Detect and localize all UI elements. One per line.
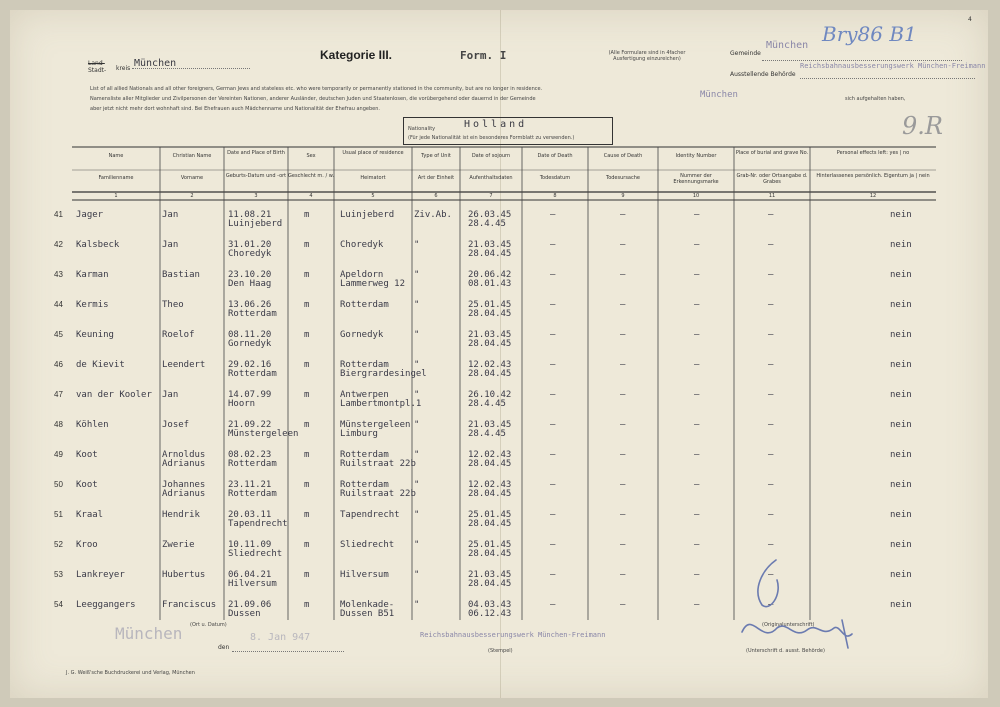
footer-signature-label: (Unterschrift d. ausst. Behörde) xyxy=(746,648,825,654)
cell-unit: " xyxy=(414,540,420,550)
behoerde-value: Reichsbahnausbesserungswerk München-Freimann xyxy=(800,62,986,70)
cell-burial-place: – xyxy=(768,450,774,460)
intro-english: List of all allied Nationals and all other foreigners, German Jews and stateless etc. who were temporarily or permanently stationed in the community, but are no longer in residence. xyxy=(90,86,543,92)
cell-unit: " xyxy=(414,570,420,580)
cell-effects: nein xyxy=(890,270,912,280)
cell-birth-date: 08.02.23 xyxy=(228,450,272,460)
cell-sojourn-to: 28.04.45 xyxy=(468,339,512,349)
form-number: Form. I xyxy=(460,49,507,62)
cell-sojourn-from: 21.03.45 xyxy=(468,330,512,340)
cell-unit: " xyxy=(414,420,420,430)
cell-burial-place: – xyxy=(768,540,774,550)
col-header-sex: Sex xyxy=(306,153,316,159)
col-number-7: 7 xyxy=(489,193,493,199)
cell-death-cause: – xyxy=(620,540,626,550)
cell-death-date: – xyxy=(550,420,556,430)
cell-effects: nein xyxy=(890,360,912,370)
cell-identity-number: – xyxy=(694,570,700,580)
cell-death-cause: – xyxy=(620,270,626,280)
cell-death-date: – xyxy=(550,210,556,220)
col-header-grab: Grab-Nr. oder Ortsangabe d. Grabes xyxy=(736,173,808,185)
cell-identity-number: – xyxy=(694,480,700,490)
kreis-value: München xyxy=(134,58,177,69)
cell-birth-place: Hilversum xyxy=(228,579,277,589)
col-number-12: 12 xyxy=(869,193,877,199)
row-number: 50 xyxy=(54,480,63,489)
cell-identity-number: – xyxy=(694,360,700,370)
cell-effects: nein xyxy=(890,300,912,310)
cell-residence: Münstergeleen xyxy=(340,420,411,430)
col-header-todesdatum: Todesdatum xyxy=(539,175,571,181)
col-header-unit: Type of Unit xyxy=(421,153,451,159)
cell-sex: m xyxy=(304,300,310,310)
cell-unit: " xyxy=(414,390,420,400)
cell-effects: nein xyxy=(890,480,912,490)
col-header-name: Name xyxy=(108,153,124,159)
col-number-10: 10 xyxy=(692,193,700,199)
cell-unit: " xyxy=(414,360,420,370)
cell-residence-2: Limburg xyxy=(340,429,378,439)
cell-effects: nein xyxy=(890,210,912,220)
cell-surname: Lankreyer xyxy=(76,570,125,580)
cell-effects: nein xyxy=(890,540,912,550)
cell-sex: m xyxy=(304,540,310,550)
cell-sex: m xyxy=(304,480,310,490)
cell-first-name: Theo xyxy=(162,300,184,310)
cell-identity-number: – xyxy=(694,240,700,250)
row-number: 44 xyxy=(54,300,63,309)
cell-residence: Choredyk xyxy=(340,240,384,250)
behoerde-label: Ausstellende Behörde xyxy=(730,71,796,78)
cell-sojourn-to: 28.04.45 xyxy=(468,489,512,499)
cell-identity-number: – xyxy=(694,210,700,220)
cell-death-cause: – xyxy=(620,420,626,430)
cell-birth-place: Rotterdam xyxy=(228,489,277,499)
cell-birth-place: Münstergeleen xyxy=(228,429,299,439)
col-number-6: 6 xyxy=(434,193,438,199)
cell-first-name: Roelof xyxy=(162,330,195,340)
cell-birth-date: 10.11.09 xyxy=(228,540,272,550)
cell-death-date: – xyxy=(550,240,556,250)
cell-death-cause: – xyxy=(620,450,626,460)
cell-sojourn-to: 28.04.45 xyxy=(468,459,512,469)
footer-date-stamp: 8. Jan 947 xyxy=(250,632,311,643)
cell-first-name-2: Adrianus xyxy=(162,459,206,469)
intro-german-1: Namensliste aller Mitglieder und Zivilpersonen der Vereinten Nationen, anderer Ausländer, deutschen Juden und Staatenlosen, die vorübergehend oder dauernd in der Gemeinde xyxy=(90,96,536,102)
cell-sojourn-to: 06.12.43 xyxy=(468,609,512,619)
cell-sojourn-from: 25.01.45 xyxy=(468,300,512,310)
row-number: 41 xyxy=(54,210,63,219)
cell-first-name: Jan xyxy=(162,210,179,220)
cell-burial-place: – xyxy=(768,480,774,490)
cell-burial-place: – xyxy=(768,420,774,430)
cell-death-date: – xyxy=(550,510,556,520)
row-number: 45 xyxy=(54,330,63,339)
col-header-christian-name: Christian Name xyxy=(172,153,212,159)
cell-unit: " xyxy=(414,330,420,340)
cell-sojourn-to: 28.4.45 xyxy=(468,399,506,409)
cell-sojourn-from: 04.03.43 xyxy=(468,600,512,610)
cell-effects: nein xyxy=(890,390,912,400)
cell-birth-date: 06.04.21 xyxy=(228,570,272,580)
cell-sojourn-from: 25.01.45 xyxy=(468,540,512,550)
cell-sojourn-from: 12.02.43 xyxy=(468,360,512,370)
cell-death-cause: – xyxy=(620,210,626,220)
cell-residence-2: Lambertmontpl.1 xyxy=(340,399,422,409)
cell-birth-date: 31.01.20 xyxy=(228,240,272,250)
cell-burial-place: – xyxy=(768,390,774,400)
cell-death-date: – xyxy=(550,480,556,490)
cell-sojourn-from: 12.02.43 xyxy=(468,450,512,460)
cell-sex: m xyxy=(304,360,310,370)
col-number-4: 4 xyxy=(309,193,313,199)
cell-birth-date: 20.03.11 xyxy=(228,510,272,520)
cell-surname: Köhlen xyxy=(76,420,109,430)
cell-first-name: Arnoldus xyxy=(162,450,206,460)
cell-birth-date: 08.11.20 xyxy=(228,330,272,340)
form-note: (Alle Formulare sind in 4facher Ausfertigung einzureichen) xyxy=(608,50,686,62)
nationality-note: (Für jede Nationalität ist ein besonderes Formblatt zu verwenden.) xyxy=(408,135,575,141)
cell-unit: " xyxy=(414,450,420,460)
cell-birth-place: Gornedyk xyxy=(228,339,272,349)
col-number-2: 2 xyxy=(190,193,194,199)
col-header-birth: Date and Place of Birth xyxy=(227,150,285,156)
cell-burial-place: – xyxy=(768,330,774,340)
cell-surname: Leeggangers xyxy=(76,600,136,610)
cell-surname: Keuning xyxy=(76,330,114,340)
cell-death-date: – xyxy=(550,330,556,340)
row-number: 47 xyxy=(54,390,63,399)
cell-residence-2: Biergrardesingel xyxy=(340,369,427,379)
footer-den: den xyxy=(218,644,230,651)
cell-burial-place: – xyxy=(768,270,774,280)
cell-identity-number: – xyxy=(694,540,700,550)
cell-death-date: – xyxy=(550,360,556,370)
cell-birth-place: Hoorn xyxy=(228,399,256,409)
cell-death-cause: – xyxy=(620,330,626,340)
footer-office-stamp: Reichsbahnausbesserungswerk München-Freimann xyxy=(420,631,606,639)
intro-gemeinde-value: München xyxy=(700,90,738,100)
cell-birth-place: Rotterdam xyxy=(228,369,277,379)
col-header-name-de: Familienname xyxy=(98,175,134,181)
col-number-3: 3 xyxy=(254,193,258,199)
cell-birth-date: 23.10.20 xyxy=(228,270,272,280)
cell-sojourn-from: 21.03.45 xyxy=(468,240,512,250)
kreis-suffix: kreis xyxy=(116,65,131,72)
handwritten-side-note: 9.R xyxy=(902,112,943,140)
cell-residence: Luinjeberd xyxy=(340,210,395,220)
cell-sojourn-to: 28.4.45 xyxy=(468,429,506,439)
cell-death-cause: – xyxy=(620,480,626,490)
col-header-aufenthalt: Aufenthaltsdaten xyxy=(469,175,513,181)
footer-place-stamp: München xyxy=(115,624,183,643)
row-number: 54 xyxy=(54,600,63,609)
cell-unit: " xyxy=(414,270,420,280)
col-header-death-cause: Cause of Death xyxy=(603,153,643,159)
cell-effects: nein xyxy=(890,450,912,460)
cell-surname: Koot xyxy=(76,480,98,490)
col-header-sojourn: Date of sojourn xyxy=(471,153,511,159)
cell-surname: Kroo xyxy=(76,540,98,550)
cell-effects: nein xyxy=(890,240,912,250)
category-title: Kategorie III. xyxy=(320,48,393,62)
cell-sex: m xyxy=(304,420,310,430)
footer-printer: J. G. Weiß'sche Buchdruckerei und Verlag, München xyxy=(66,670,195,676)
cell-identity-number: – xyxy=(694,300,700,310)
col-header-todesursache: Todesursache xyxy=(605,175,640,181)
cell-first-name: Franciscus xyxy=(162,600,217,610)
cell-death-cause: – xyxy=(620,360,626,370)
col-number-9: 9 xyxy=(621,193,625,199)
cell-death-date: – xyxy=(550,270,556,280)
cell-surname: Kalsbeck xyxy=(76,240,120,250)
cell-identity-number: – xyxy=(694,510,700,520)
cell-surname: Koot xyxy=(76,450,98,460)
cell-sojourn-to: 28.04.45 xyxy=(468,369,512,379)
col-header-identity: Identity Number xyxy=(675,153,717,159)
cell-residence: Apeldorn xyxy=(340,270,384,280)
col-header-death-date: Date of Death xyxy=(537,153,573,159)
cell-surname: Kermis xyxy=(76,300,109,310)
cell-residence: Hilversum xyxy=(340,570,389,580)
cell-first-name: Hubertus xyxy=(162,570,206,580)
cell-sojourn-from: 21.03.45 xyxy=(468,420,512,430)
cell-residence: Rotterdam xyxy=(340,480,389,490)
cell-effects: nein xyxy=(890,600,912,610)
cell-residence: Antwerpen xyxy=(340,390,389,400)
row-number: 51 xyxy=(54,510,63,519)
cell-residence: Rotterdam xyxy=(340,300,389,310)
cell-residence: Sliedrecht xyxy=(340,540,395,550)
footer-stamp-label: (Stempel) xyxy=(488,648,513,654)
col-header-effects: Personal effects left: yes | no xyxy=(836,150,910,156)
handwritten-signature xyxy=(722,550,872,650)
row-number: 46 xyxy=(54,360,63,369)
cell-identity-number: – xyxy=(694,270,700,280)
cell-residence-2: Lammerweg 12 xyxy=(340,279,406,289)
footer-place-label: (Ort u. Datum) xyxy=(190,622,227,628)
cell-birth-place: Rotterdam xyxy=(228,459,277,469)
row-number: 53 xyxy=(54,570,63,579)
cell-residence-2: Ruilstraat 22b xyxy=(340,489,416,499)
col-header-einheit: Art der Einheit xyxy=(417,175,455,181)
col-header-residence: Usual place of residence xyxy=(342,150,404,156)
row-number: 52 xyxy=(54,540,63,549)
cell-burial-place: – xyxy=(768,210,774,220)
cell-unit: " xyxy=(414,240,420,250)
cell-birth-date: 21.09.22 xyxy=(228,420,272,430)
cell-first-name: Bastian xyxy=(162,270,200,280)
cell-unit: " xyxy=(414,600,420,610)
cell-birth-place: Dussen xyxy=(228,609,261,619)
cell-unit: " xyxy=(414,510,420,520)
cell-death-date: – xyxy=(550,300,556,310)
cell-sex: m xyxy=(304,330,310,340)
cell-sex: m xyxy=(304,600,310,610)
row-number: 49 xyxy=(54,450,63,459)
cell-sojourn-to: 28.04.45 xyxy=(468,579,512,589)
cell-birth-place: Sliedrecht xyxy=(228,549,283,559)
land-label: Land- xyxy=(88,60,105,67)
cell-surname: Jager xyxy=(76,210,104,220)
cell-birth-date: 23.11.21 xyxy=(228,480,272,490)
cell-death-date: – xyxy=(550,540,556,550)
cell-first-name: Zwerie xyxy=(162,540,195,550)
cell-sojourn-to: 08.01.43 xyxy=(468,279,512,289)
cell-unit: " xyxy=(414,480,420,490)
cell-sojourn-from: 26.10.42 xyxy=(468,390,512,400)
cell-birth-date: 29.02.16 xyxy=(228,360,272,370)
nationality-value: Holland xyxy=(464,119,528,130)
row-number: 48 xyxy=(54,420,63,429)
cell-birth-date: 11.08.21 xyxy=(228,210,272,220)
cell-surname: van der Kooler xyxy=(76,390,152,400)
cell-death-date: – xyxy=(550,600,556,610)
cell-sojourn-from: 21.03.45 xyxy=(468,570,512,580)
nationality-label: Nationality xyxy=(408,126,436,132)
col-header-geschlecht: Geschlecht m. / w. xyxy=(288,173,334,179)
cell-effects: nein xyxy=(890,420,912,430)
col-number-8: 8 xyxy=(553,193,557,199)
cell-sex: m xyxy=(304,570,310,580)
row-number: 42 xyxy=(54,240,63,249)
col-number-11: 11 xyxy=(768,193,776,199)
cell-death-cause: – xyxy=(620,570,626,580)
cell-residence-2: Dussen B51 xyxy=(340,609,395,619)
cell-unit: Ziv.Ab. xyxy=(414,210,452,220)
cell-sojourn-from: 26.03.45 xyxy=(468,210,512,220)
cell-birth-place: Rotterdam xyxy=(228,309,277,319)
cell-identity-number: – xyxy=(694,450,700,460)
cell-sex: m xyxy=(304,210,310,220)
cell-residence: Molenkade- xyxy=(340,600,395,610)
cell-sojourn-to: 28.04.45 xyxy=(468,519,512,529)
cell-sojourn-to: 28.4.45 xyxy=(468,219,506,229)
cell-residence: Rotterdam xyxy=(340,360,389,370)
cell-sex: m xyxy=(304,450,310,460)
cell-first-name: Hendrik xyxy=(162,510,200,520)
cell-first-name: Jan xyxy=(162,240,179,250)
row-number: 43 xyxy=(54,270,63,279)
col-header-heimatort: Heimatort xyxy=(360,175,386,181)
handwritten-reference: Bry86 B1 xyxy=(822,22,917,46)
cell-sex: m xyxy=(304,270,310,280)
cell-birth-place: Luinjeberd xyxy=(228,219,283,229)
cell-death-date: – xyxy=(550,450,556,460)
cell-sojourn-from: 20.06.42 xyxy=(468,270,512,280)
cell-identity-number: – xyxy=(694,420,700,430)
cell-death-date: – xyxy=(550,390,556,400)
cell-death-cause: – xyxy=(620,510,626,520)
cell-identity-number: – xyxy=(694,390,700,400)
cell-death-cause: – xyxy=(620,390,626,400)
gemeinde-label: Gemeinde xyxy=(730,50,761,57)
corner-number: 4 xyxy=(968,16,972,23)
footer-signature-note: (Originalunterschrift) xyxy=(762,622,815,628)
intro-german-2: aber jetzt nicht mehr dort wohnhaft sind. Bei Ehefrauen auch Mädchenname und Nationalität der Ehefrau angeben. xyxy=(90,106,380,112)
cell-effects: nein xyxy=(890,510,912,520)
cell-first-name: Jan xyxy=(162,390,179,400)
cell-effects: nein xyxy=(890,570,912,580)
cell-surname: Kraal xyxy=(76,510,104,520)
cell-birth-date: 21.09.06 xyxy=(228,600,272,610)
cell-burial-place: – xyxy=(768,300,774,310)
cell-residence: Tapendrecht xyxy=(340,510,400,520)
cell-birth-date: 14.07.99 xyxy=(228,390,272,400)
cell-effects: nein xyxy=(890,330,912,340)
cell-residence: Gornedyk xyxy=(340,330,384,340)
cell-burial-place: – xyxy=(768,360,774,370)
cell-first-name: Leendert xyxy=(162,360,206,370)
col-header-burial: Place of burial and grave No. xyxy=(735,150,809,156)
intro-german-1-end: sich aufgehalten haben, xyxy=(845,96,906,102)
cell-burial-place: – xyxy=(768,240,774,250)
cell-sex: m xyxy=(304,240,310,250)
document-page xyxy=(10,10,988,698)
cell-surname: Karman xyxy=(76,270,109,280)
footer-date-line xyxy=(232,651,344,652)
col-number-1: 1 xyxy=(114,193,118,199)
cell-birth-date: 13.06.26 xyxy=(228,300,272,310)
cell-burial-place: – xyxy=(768,510,774,520)
cell-birth-place: Tapendrecht xyxy=(228,519,288,529)
cell-sojourn-to: 28.04.45 xyxy=(468,309,512,319)
cell-sojourn-from: 12.02.43 xyxy=(468,480,512,490)
cell-identity-number: – xyxy=(694,600,700,610)
cell-first-name-2: Adrianus xyxy=(162,489,206,499)
cell-burial-place: – xyxy=(768,570,774,580)
cell-death-date: – xyxy=(550,570,556,580)
col-header-erkennungsmarke: Nummer der Erkennungsmarke xyxy=(673,173,719,185)
cell-unit: " xyxy=(414,300,420,310)
cell-burial-place: – xyxy=(768,600,774,610)
col-header-vorname: Vorname xyxy=(180,175,204,181)
cell-first-name: Josef xyxy=(162,420,190,430)
cell-death-cause: – xyxy=(620,600,626,610)
cell-sojourn-to: 28.04.45 xyxy=(468,249,512,259)
cell-surname: de Kievit xyxy=(76,360,125,370)
cell-residence-2: Ruilstraat 22b xyxy=(340,459,416,469)
cell-birth-place: Den Haag xyxy=(228,279,272,289)
col-header-eigentum: Hinterlassenes persönlich. Eigentum ja | nein xyxy=(816,173,930,179)
cell-death-cause: – xyxy=(620,240,626,250)
cell-birth-place: Choredyk xyxy=(228,249,272,259)
cell-first-name: Johannes xyxy=(162,480,206,490)
cell-residence: Rotterdam xyxy=(340,450,389,460)
cell-death-cause: – xyxy=(620,300,626,310)
cell-sojourn-from: 25.01.45 xyxy=(468,510,512,520)
stadt-label: Stadt- xyxy=(88,67,107,74)
col-number-5: 5 xyxy=(371,193,375,199)
cell-sojourn-to: 28.04.45 xyxy=(468,549,512,559)
col-header-geburt: Geburts-Datum und -ort xyxy=(225,173,287,179)
cell-sex: m xyxy=(304,510,310,520)
cell-sex: m xyxy=(304,390,310,400)
cell-identity-number: – xyxy=(694,330,700,340)
gemeinde-value: München xyxy=(766,40,809,51)
